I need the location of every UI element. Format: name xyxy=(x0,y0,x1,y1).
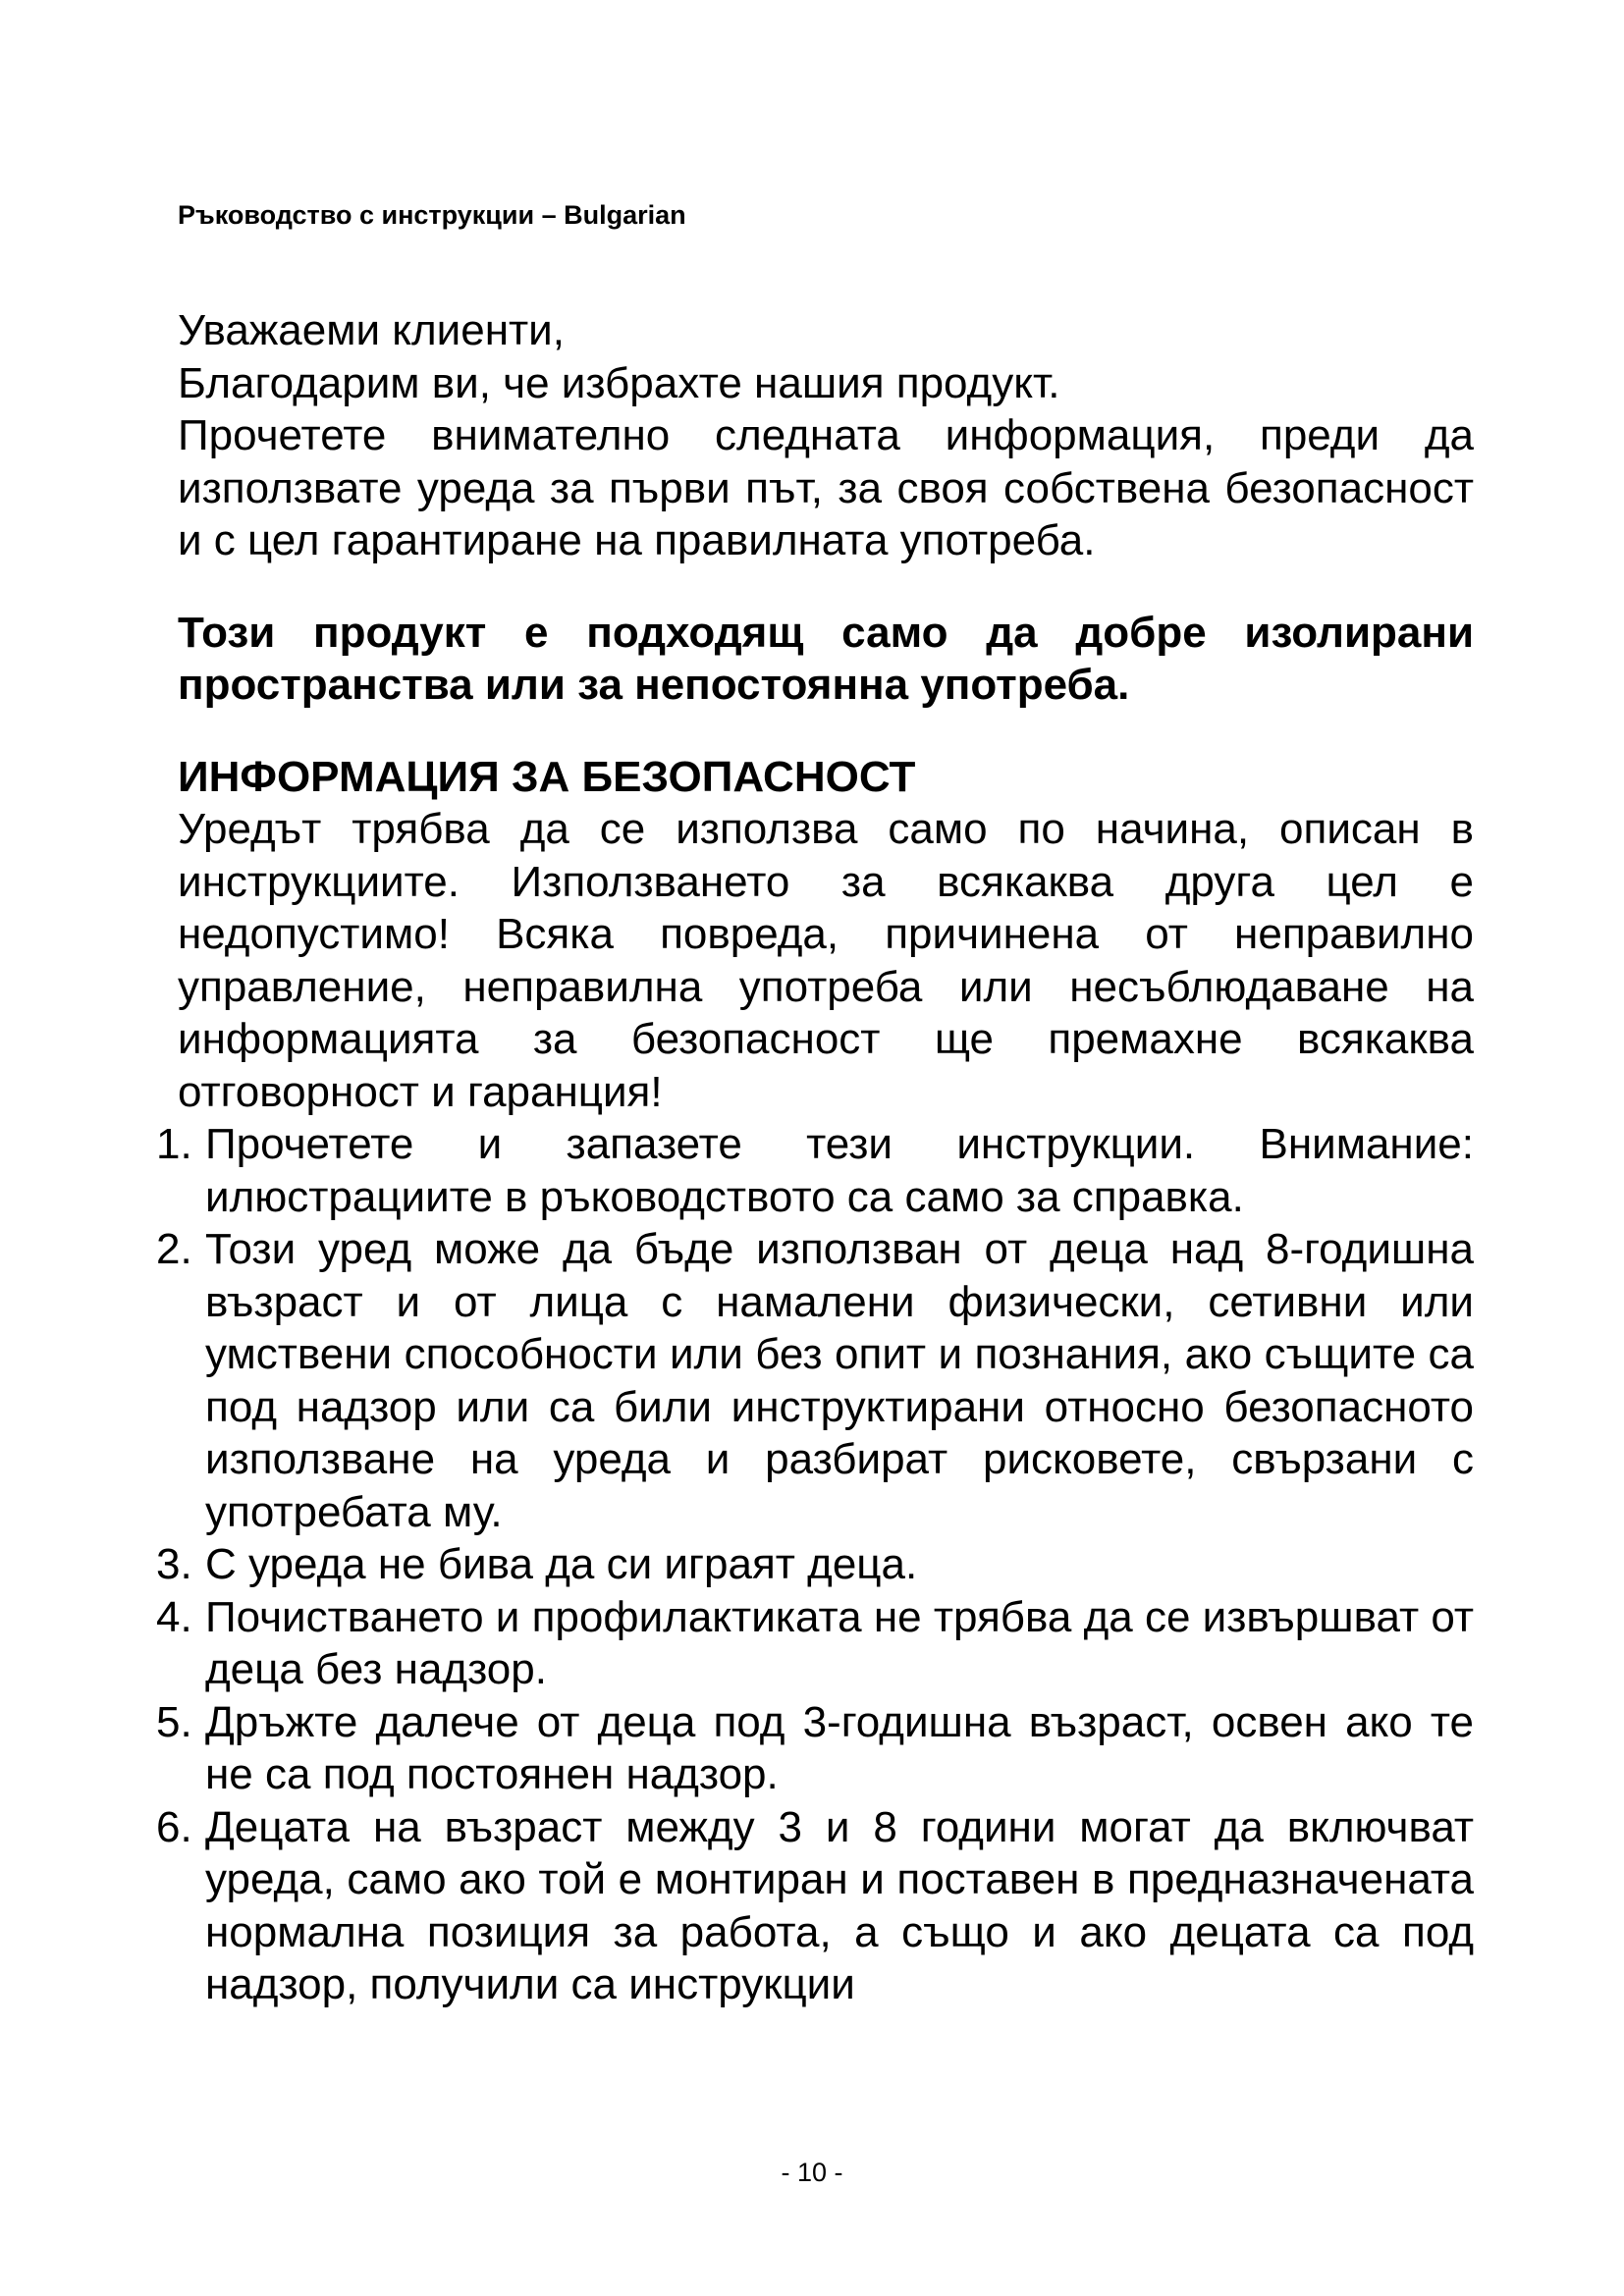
list-item-text: Дръжте далече от деца под 3-годишна възраст, освен ако те не са под постоянен надзор. xyxy=(205,1697,1474,1798)
list-item-number: 4. xyxy=(156,1592,192,1641)
list-item-number: 1. xyxy=(156,1120,192,1168)
page-number: - 10 - xyxy=(781,2158,843,2187)
list-item-number: 3. xyxy=(156,1540,192,1588)
list-item-number: 6. xyxy=(156,1802,192,1851)
list-item xyxy=(156,1591,1474,1696)
suitability-notice: Този продукт е подходящ само да добре изолирани пространства или за непостоянна употреба. xyxy=(178,608,1474,709)
list-item-number: 2. xyxy=(156,1225,192,1273)
thanks-line: Благодарим ви, че избрахте нашия продукт. xyxy=(178,358,1060,407)
list-item xyxy=(156,1223,1474,1538)
list-item xyxy=(156,1696,1474,1801)
safety-list xyxy=(156,1118,1474,2011)
list-item-text: Децата на възраст между 3 и 8 години могат да включват уреда, само ако той е монтиран и поставен в предназначената нормална позиция за работа, а също и ако децата са под надзор, получили са инструкции xyxy=(205,1802,1474,2008)
list-item-text: Този уред може да бъде използван от деца над 8-годишна възраст и от лица с намалени физически, сетивни или умствени способности или без опит и познания, ако същите са под надзор или са били инструктирани относно безопасното използване на уреда и разбират рисковете, свързани с употребата му. xyxy=(205,1225,1474,1536)
list-item-number: 5. xyxy=(156,1697,192,1746)
document-body xyxy=(156,304,1474,2011)
safety-paragraph: Уредът трябва да се използва само по начина, описан в инструкциите. Използването за всякаква друга цел е недопустимо! Всяка повреда, причинена от неправилно управление, неправилна употреба или несъблюдаване на информацията за безопасност ще премахне всякаква отговорност и гаранция! xyxy=(178,805,1474,1116)
list-item-text: Прочетете и запазете тези инструкции. Внимание: илюстрациите в ръководството са само за справка. xyxy=(205,1120,1474,1221)
document-header: Ръководство с инструкции – Bulgarian xyxy=(178,200,686,230)
section-title: ИНФОРМАЦИЯ ЗА БЕЗОПАСНОСТ xyxy=(178,752,916,801)
spacer xyxy=(178,712,1474,751)
intro-paragraph: Прочетете внимателно следната информация, преди да използвате уреда за първи път, за своя собствена безопасност и с цел гарантиране на правилната употреба. xyxy=(178,411,1474,564)
list-item xyxy=(156,1538,1474,1591)
list-item xyxy=(156,1118,1474,1223)
spacer xyxy=(178,567,1474,607)
list-item xyxy=(156,1801,1474,2011)
list-item-text: Почистването и профилактиката не трябва да се извършват от деца без надзор. xyxy=(205,1592,1474,1693)
greeting: Уважаеми клиенти, xyxy=(178,306,565,354)
list-item-text: С уреда не бива да си играят деца. xyxy=(205,1540,918,1588)
